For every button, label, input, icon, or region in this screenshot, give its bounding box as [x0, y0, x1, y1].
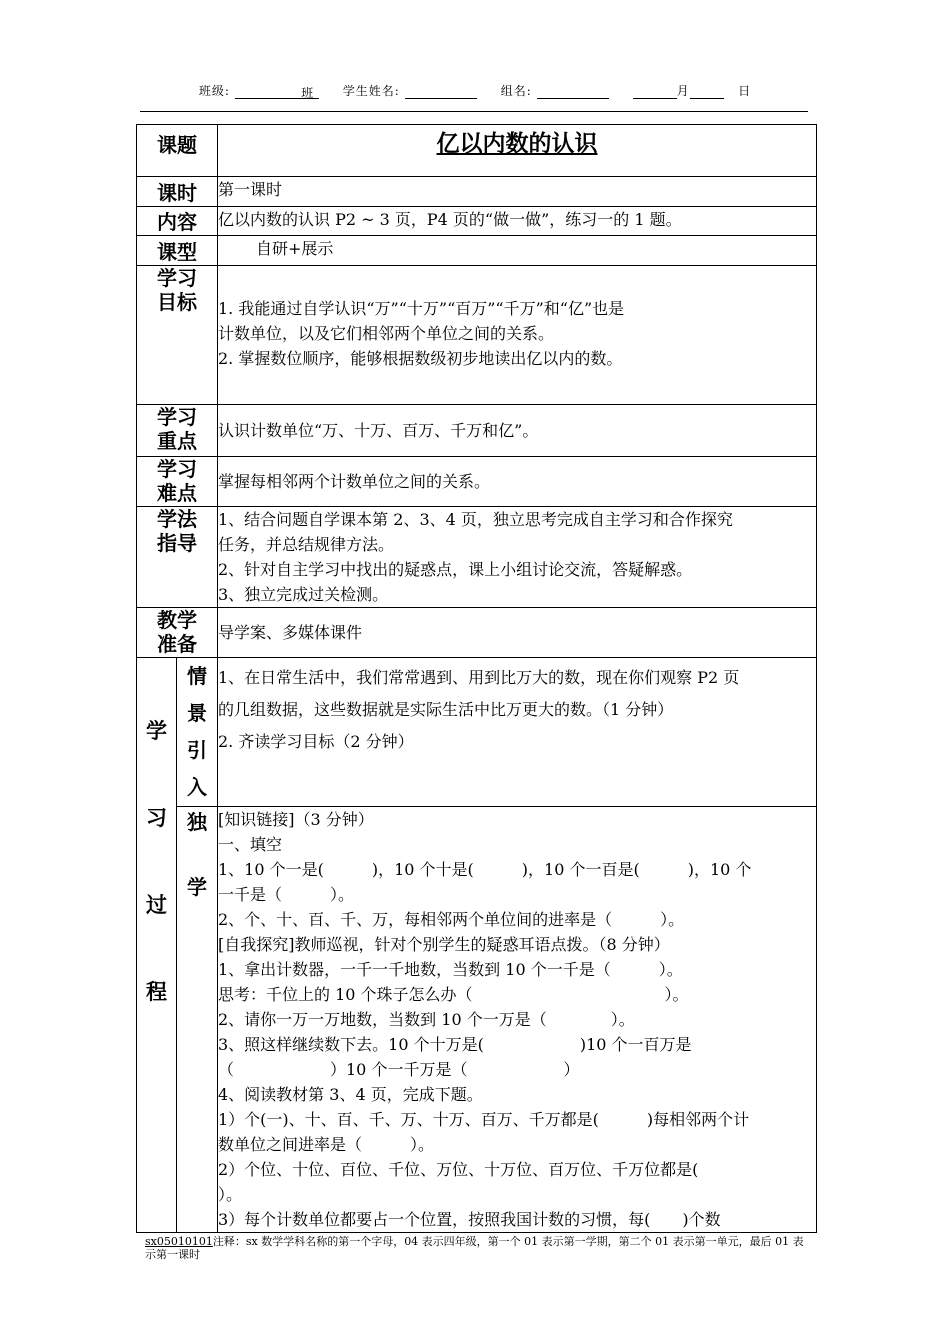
row-topic: [137, 125, 817, 177]
topic-title: [218, 125, 817, 177]
row-content: [137, 207, 817, 236]
row-intro: [137, 658, 817, 807]
header-divider: [140, 111, 808, 112]
self-char: 独: [187, 810, 207, 834]
lesson-plan-table: [136, 124, 817, 1233]
prep-label: [137, 608, 218, 658]
key-label-line1: 学习: [157, 405, 197, 429]
method-label: [137, 507, 218, 608]
difficulty-label: [137, 457, 218, 507]
row-period: [137, 177, 817, 207]
goals-label: [137, 266, 218, 405]
key-value: 认识计数单位“万、十万、百万、千万和亿”。: [218, 405, 817, 457]
class-label: 班级:: [198, 84, 230, 98]
difficulty-label-line2: 难点: [157, 481, 197, 505]
row-type: [137, 236, 817, 266]
self-study-line: ）。: [218, 1185, 243, 1204]
self-study-line: 3）每个计数单位都要占一个位置，按照我国计数的习惯，每( )个数: [218, 1210, 721, 1229]
self-study-line: [知识链接]（3 分钟）: [218, 810, 374, 829]
intro-char: 景: [187, 701, 207, 725]
method-line: 3、独立完成过关检测。: [218, 585, 389, 604]
self-study-label: [177, 807, 218, 1233]
self-study-line: 2、个、十、百、千、万，每相邻两个单位间的进率是（ ）。: [218, 910, 685, 929]
footer-note: [145, 1235, 810, 1261]
self-study-line: 3、照这样继续数下去。10 个十万是( )10 个一百万是: [218, 1035, 692, 1054]
topic-label: 课题: [137, 125, 218, 177]
process-char: 程: [146, 980, 167, 1004]
intro-line: 的几组数据，这些数据就是实际生活中比万更大的数。（1 分钟）: [218, 700, 674, 719]
code-explanation: 注释：sx 数学学科名称的第一个字母，04 表示四年级，第一个 01 表示第一学期，第二个 01 表示第一单元，最后 01 表示第一课时: [145, 1235, 804, 1261]
goals-label-line2: 目标: [157, 290, 197, 314]
self-study-line: 1、拿出计数器，一千一千地数，当数到 10 个一千是（ ）。: [218, 960, 683, 979]
row-difficulty: [137, 457, 817, 507]
type-value: 自研+展示: [218, 236, 817, 266]
row-method: [137, 507, 817, 608]
self-study-line: 一、填空: [218, 835, 283, 854]
name-blank[interactable]: [405, 84, 477, 99]
day-label: 日: [738, 84, 752, 98]
content-value: 亿以内数的认识 P2 ~ 3 页，P4 页的“做一做”，练习一的 1 题。: [218, 207, 817, 236]
row-key: [137, 405, 817, 457]
intro-content: [218, 658, 817, 807]
process-label: [137, 658, 177, 1233]
row-prep: [137, 608, 817, 658]
document-code: sx05010101: [145, 1235, 213, 1248]
goal-line: 2. 掌握数位顺序，能够根据数级初步地读出亿以内的数。: [218, 349, 623, 368]
class-blank[interactable]: [235, 84, 297, 99]
prep-label-line1: 教学: [157, 608, 197, 632]
period-value: 第一课时: [218, 177, 817, 207]
group-label: 组名:: [500, 84, 532, 98]
type-label: 课型: [137, 236, 218, 266]
goal-line: 1. 我能通过自学认识“万”“十万”“百万”“千万”和“亿”也是: [218, 299, 625, 318]
intro-label: [177, 658, 218, 807]
intro-char: 引: [187, 738, 207, 762]
class-suffix: 班: [297, 84, 319, 99]
goals-content: [218, 266, 817, 405]
process-char: 学: [146, 719, 167, 743]
self-study-line: 思考：千位上的 10 个珠子怎么办（ ）。: [218, 985, 689, 1004]
self-study-line: 数单位之间进率是（ ）。: [218, 1135, 435, 1154]
key-label: [137, 405, 218, 457]
self-study-line: 4、阅读教材第 3、4 页，完成下题。: [218, 1085, 483, 1104]
process-char: 过: [146, 893, 167, 917]
self-study-line: （ ）10 个一千万是（ ）: [218, 1060, 580, 1079]
group-blank[interactable]: [537, 84, 609, 99]
worksheet-header: [0, 82, 950, 99]
content-label: 内容: [137, 207, 218, 236]
difficulty-label-line1: 学习: [157, 457, 197, 481]
intro-line: 2. 齐读学习目标（2 分钟）: [218, 732, 414, 751]
method-label-line1: 学法: [157, 507, 197, 531]
self-study-content: [218, 807, 817, 1233]
period-label: 课时: [137, 177, 218, 207]
method-line: 1、结合问题自学课本第 2、3、4 页，独立思考完成自主学习和合作探究: [218, 510, 733, 529]
method-label-line2: 指导: [157, 531, 197, 555]
topic-title-text: 亿以内数的认识: [436, 131, 598, 157]
self-study-line: 2）个位、十位、百位、千位、万位、十万位、百万位、千万位都是(: [218, 1160, 699, 1179]
prep-value: 导学案、多媒体课件: [218, 608, 817, 658]
method-line: 2、针对自主学习中找出的疑惑点，课上小组讨论交流，答疑解惑。: [218, 560, 693, 579]
month-label: 月: [676, 84, 690, 98]
intro-char: 入: [187, 775, 207, 799]
goal-line: 计数单位，以及它们相邻两个单位之间的关系。: [218, 324, 555, 343]
difficulty-value: 掌握每相邻两个计数单位之间的关系。: [218, 457, 817, 507]
self-char: 学: [187, 875, 207, 899]
self-study-line: 一千是（ ）。: [218, 885, 355, 904]
self-study-line: 1、10 个一是( )，10 个十是( )，10 个一百是( )，10 个: [218, 860, 752, 879]
method-content: [218, 507, 817, 608]
row-self-study: [137, 807, 817, 1233]
key-label-line2: 重点: [157, 429, 197, 453]
prep-label-line2: 准备: [157, 632, 197, 656]
day-blank[interactable]: [690, 84, 724, 99]
self-study-line: [自我探究]教师巡视，针对个别学生的疑惑耳语点拨。（8 分钟）: [218, 935, 670, 954]
self-study-line: 2、请你一万一万地数，当数到 10 个一万是（ ）。: [218, 1010, 635, 1029]
intro-line: 1、在日常生活中，我们常常遇到、用到比万大的数，现在你们观察 P2 页: [218, 668, 740, 687]
intro-char: 情: [187, 664, 207, 688]
goals-label-line1: 学习: [157, 266, 197, 290]
method-line: 任务，并总结规律方法。: [218, 535, 395, 554]
process-char: 习: [146, 806, 167, 830]
self-study-line: 1）个(一)、十、百、千、万、十万、百万、千万都是( )每相邻两个计: [218, 1110, 750, 1129]
name-label: 学生姓名:: [342, 84, 400, 98]
row-goals: [137, 266, 817, 405]
month-blank[interactable]: [633, 84, 677, 99]
